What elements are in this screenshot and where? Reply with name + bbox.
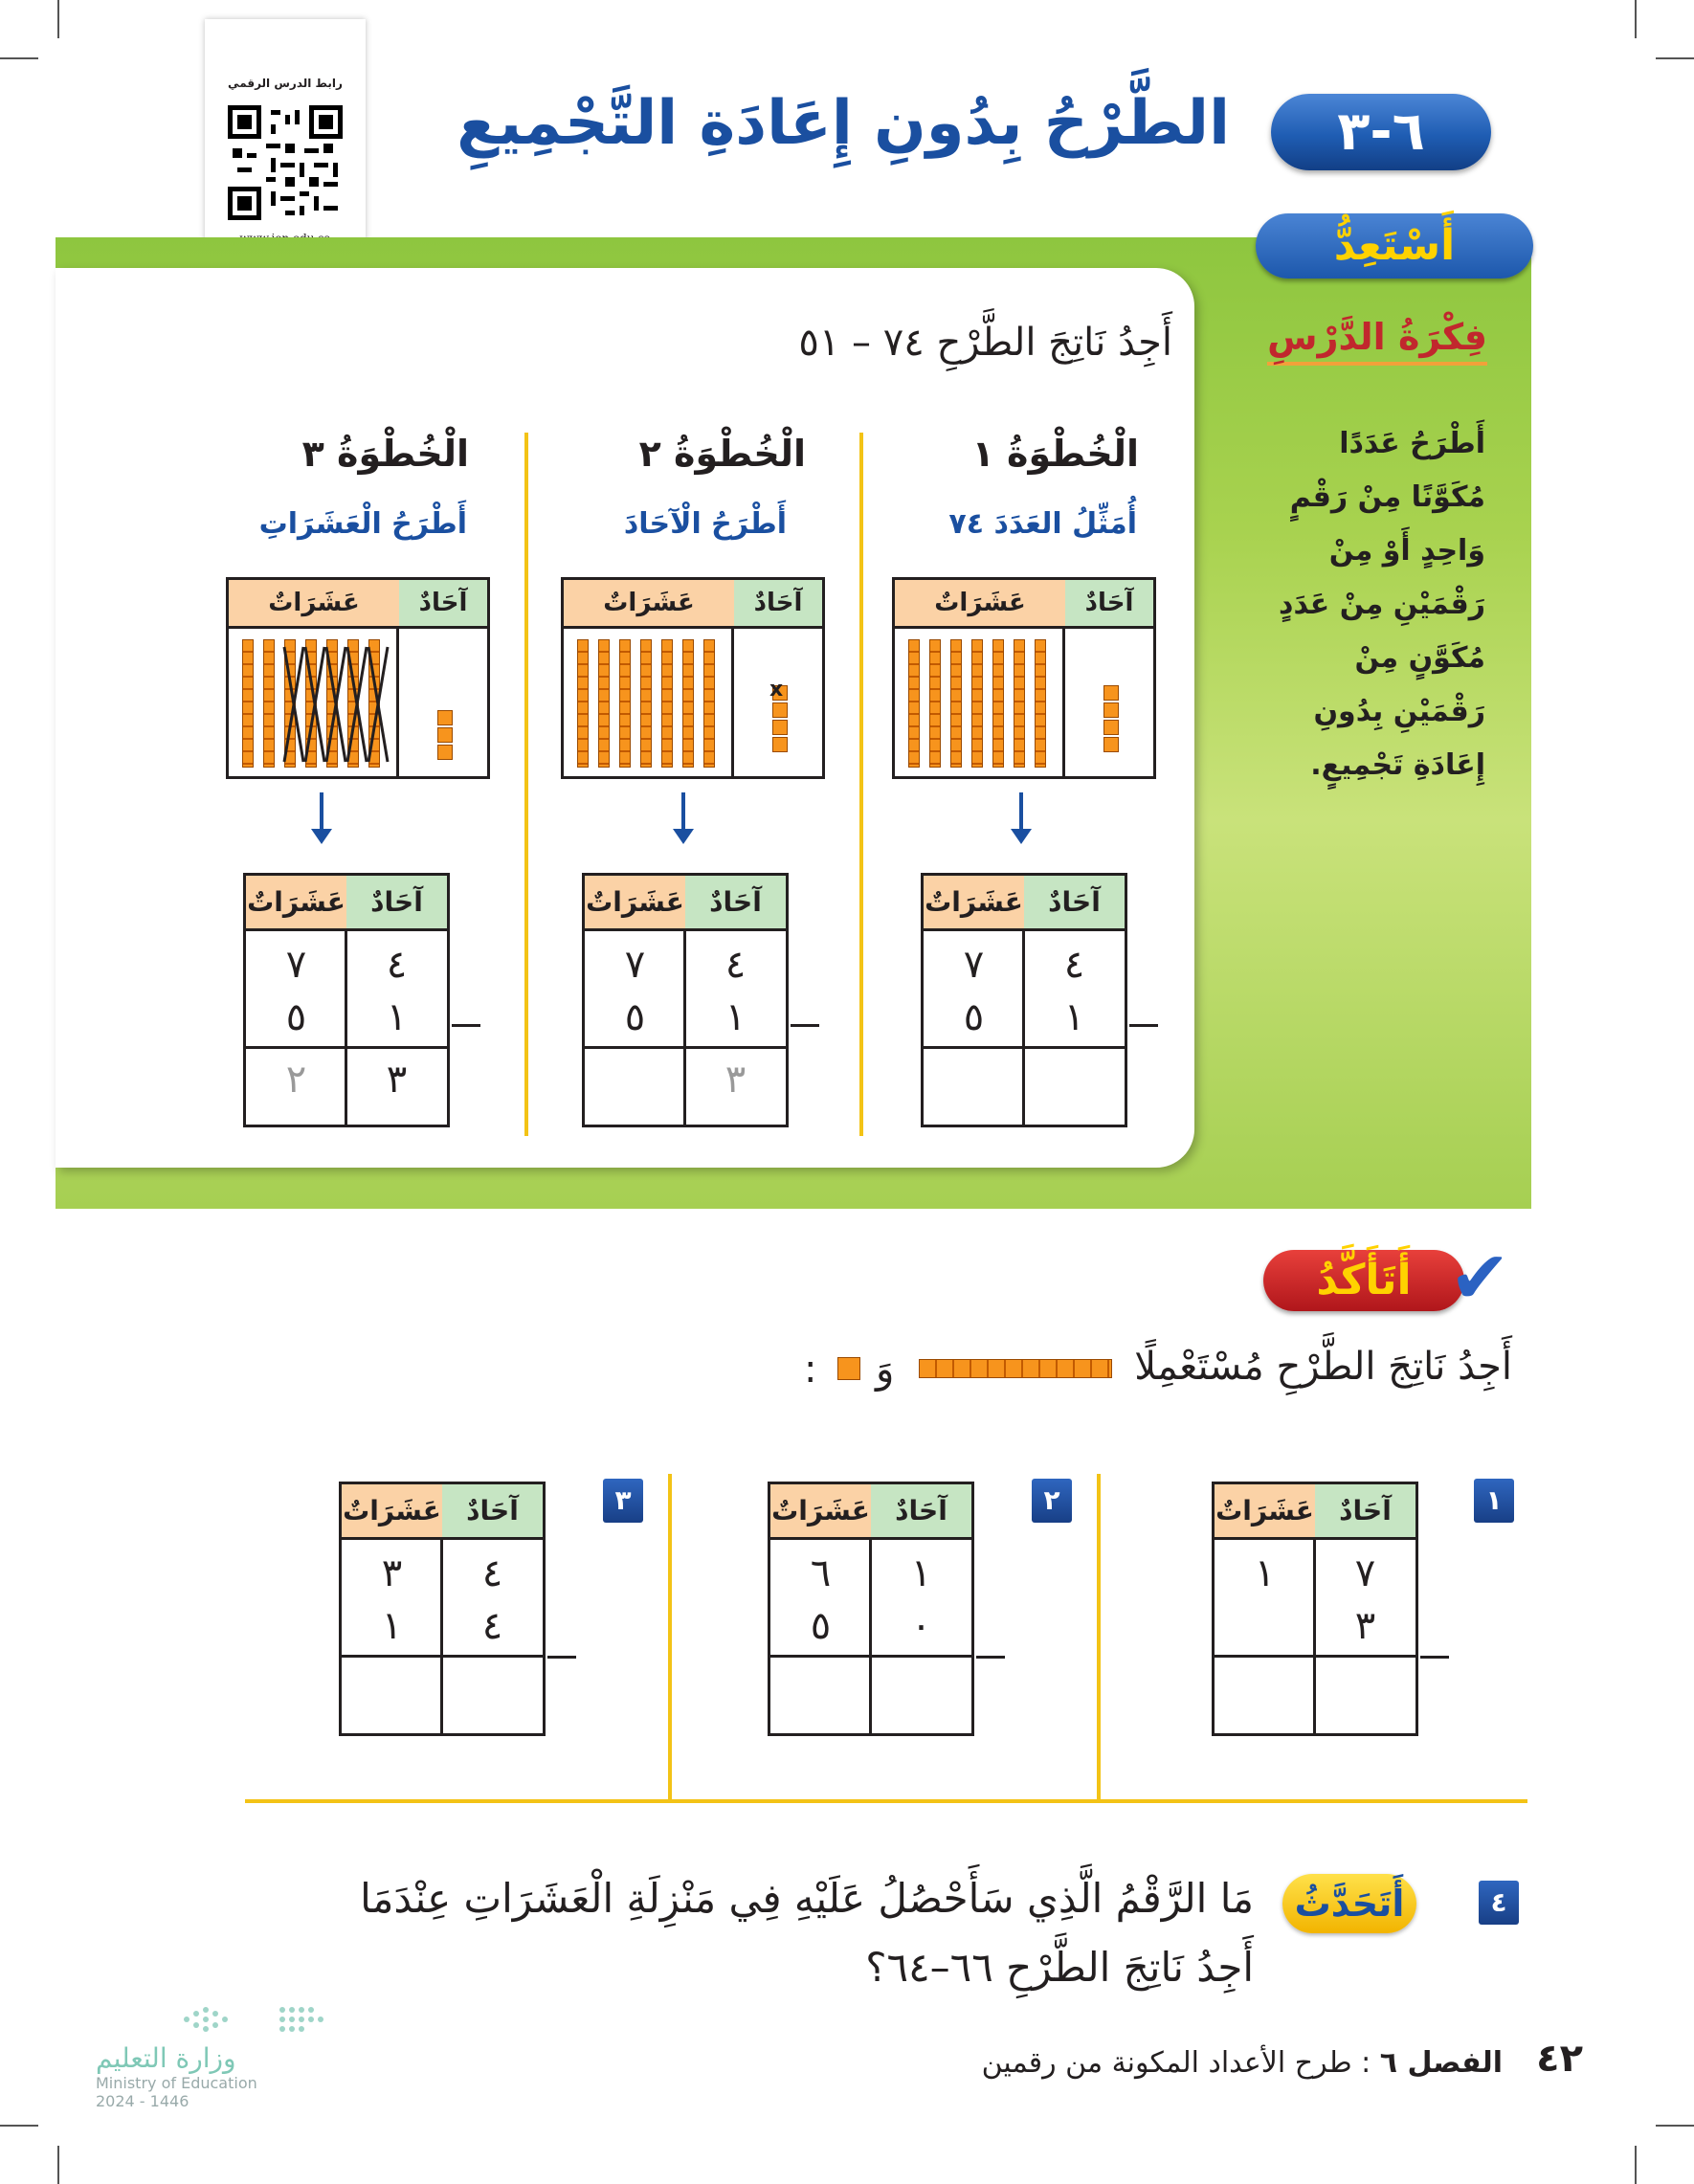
- mat-ones-header: آحَادٌ: [734, 580, 822, 629]
- table-ones-header: آحَادٌ: [1315, 1484, 1415, 1540]
- tens-rod-icon: [919, 1359, 1112, 1378]
- cell-top-ones: ٤: [386, 943, 408, 987]
- check-badge: أَتَأَكَّدُ: [1263, 1250, 1464, 1311]
- check-prompt-and: وَ: [876, 1348, 895, 1392]
- step-divider: [859, 433, 863, 1136]
- tens-rod: [577, 639, 589, 768]
- tens-rod: [263, 639, 275, 768]
- minus-sign: [976, 1656, 1005, 1659]
- cell-top-ones: ٤: [481, 1551, 503, 1595]
- cell-sub-ones: ٠: [910, 1604, 932, 1648]
- minus-sign: [791, 1024, 819, 1027]
- cell-sub-ones: ٤: [481, 1604, 503, 1648]
- minus-sign: [547, 1656, 576, 1659]
- ones-cube: [1103, 720, 1119, 735]
- tens-rod: [703, 639, 715, 768]
- minus-sign: [1129, 1024, 1158, 1027]
- lesson-idea-text: أَطْرَحُ عَدَدًا مُكَوَّنًا مِنْ رَقْمٍ وَاحِدٍ أَوْ مِنْ رَقْمَيْنِ مِنْ عَدَدٍ مُكَوَّنٍ مِنْ رَقْمَيْنِ بِدُونِ إِعَادَةِ تَجْمِيعٍ.: [1279, 427, 1485, 782]
- chapter-title: : طرح الأعداد المكونة من رقمين: [981, 2046, 1371, 2080]
- table-row-line: [342, 1655, 543, 1658]
- ministry-logo: [96, 2000, 335, 2115]
- ones-cube: [1103, 685, 1119, 701]
- tens-rod: [661, 639, 673, 768]
- cell-top-tens: ٧: [285, 943, 307, 987]
- table-ones-header: آحَادٌ: [871, 1484, 971, 1540]
- tens-rod: [619, 639, 631, 768]
- tens-rod: [242, 639, 254, 768]
- cell-sub-ones: ٣: [1354, 1604, 1376, 1648]
- table-tens-header: عَشَرَاتٌ: [1212, 1484, 1315, 1540]
- ministry-name-en: Ministry of Education: [96, 2074, 257, 2092]
- exercise-divider: [1097, 1474, 1101, 1799]
- table-row-line: [585, 1046, 786, 1049]
- cell-sub-tens: ٥: [810, 1604, 832, 1648]
- step-2-title: الْخُطْوَةُ ٢: [638, 433, 806, 475]
- crop-mark: [0, 57, 38, 59]
- lesson-title: الطَّرْحُ بِدُونِ إِعَادَةِ التَّجْمِيعِ: [457, 88, 1230, 159]
- cell-top-ones: ١: [910, 1551, 932, 1595]
- qr-code-icon[interactable]: [228, 105, 343, 220]
- ministry-logo-icon: [177, 2000, 340, 2039]
- cell-sub-ones: ١: [724, 995, 747, 1039]
- question-4-number: ٤: [1479, 1881, 1519, 1925]
- tens-rod: [908, 639, 920, 768]
- ministry-name-ar: وزارة التعليم: [96, 2042, 236, 2074]
- tens-rod: [598, 639, 610, 768]
- arrow-down-icon: [1019, 792, 1023, 831]
- crop-mark: [1635, 2146, 1637, 2184]
- cross-out-mark: x: [769, 678, 784, 702]
- cell-top-tens: ١: [1254, 1551, 1276, 1595]
- table-row-line: [770, 1655, 971, 1658]
- table-tens-header: عَشَرَاتٌ: [582, 876, 685, 931]
- exercise-1-table[interactable]: [1212, 1482, 1418, 1736]
- talk-badge: أَتَحَدَّثُ: [1282, 1874, 1416, 1933]
- explore-badge: أَسْتَعِدُّ: [1256, 213, 1533, 279]
- lesson-number-badge: ٦-٣: [1271, 94, 1491, 170]
- step-divider: [524, 433, 528, 1136]
- cell-top-tens: ٧: [624, 943, 646, 987]
- cell-sub-ones: ١: [386, 995, 408, 1039]
- exercise-3-number: ٣: [603, 1479, 643, 1523]
- step-3-subtitle: أَطْرَحُ الْعَشَرَاتِ: [258, 507, 467, 541]
- step-3-title: الْخُطْوَةُ ٣: [301, 433, 469, 475]
- cell-top-ones: ٧: [1354, 1551, 1376, 1595]
- tens-rod: [929, 639, 941, 768]
- step-1-title: الْخُطْوَةُ ١: [971, 433, 1139, 475]
- check-prompt-colon: :: [804, 1348, 817, 1392]
- chapter-footer: [982, 2046, 1503, 2080]
- exercise-3-table[interactable]: [339, 1482, 546, 1736]
- ones-cube: [1103, 702, 1119, 718]
- step-3-place-value-mat: [226, 577, 490, 779]
- mat-divider: [1062, 626, 1065, 776]
- cell-sub-tens: ٥: [624, 995, 646, 1039]
- chapter-label: الفصل ٦: [1379, 2046, 1503, 2080]
- page-number: ٤٢: [1536, 2037, 1583, 2081]
- tens-rod: [682, 639, 694, 768]
- tens-rod: [1014, 639, 1025, 768]
- table-ones-header: آحَادٌ: [442, 1484, 543, 1540]
- exercise-1-number: ١: [1474, 1479, 1514, 1523]
- ones-cube: [437, 745, 453, 760]
- ones-cube-icon: [837, 1357, 860, 1380]
- check-prompt: أَجِدُ نَاتِجَ الطَّرْحِ مُسْتَعْمِلًا: [1134, 1345, 1512, 1389]
- table-ones-header: آحَادٌ: [346, 876, 447, 931]
- table-row-line: [246, 1046, 447, 1049]
- ones-cube: [437, 710, 453, 725]
- tens-rod: [971, 639, 983, 768]
- tens-rod: [950, 639, 962, 768]
- table-tens-header: عَشَرَاتٌ: [339, 1484, 442, 1540]
- cell-result-ones[interactable]: ٣: [724, 1058, 747, 1102]
- exercise-2-table[interactable]: [768, 1482, 974, 1736]
- cell-top-tens: ٦: [810, 1551, 832, 1595]
- step-3-digit-table: [243, 873, 450, 1127]
- cell-sub-ones: ١: [1063, 995, 1085, 1039]
- mat-tens-header: عَشَرَاتٌ: [226, 580, 399, 629]
- qr-card[interactable]: [205, 19, 366, 260]
- tens-rod: [992, 639, 1004, 768]
- cell-result-tens[interactable]: ٢: [285, 1058, 307, 1102]
- ones-cube: [772, 720, 788, 735]
- ones-cube: [1103, 737, 1119, 752]
- cross-out-marks: [280, 643, 395, 768]
- mat-ones-header: آحَادٌ: [1065, 580, 1153, 629]
- step-1-subtitle: أُمَثِّلُ العَدَدَ ٧٤: [948, 507, 1137, 541]
- crop-mark: [1635, 0, 1637, 38]
- mat-tens-header: عَشَرَاتٌ: [561, 580, 734, 629]
- step-2-subtitle: أَطْرَحُ الْآحَادَ: [623, 507, 787, 541]
- step-2-place-value-mat: [561, 577, 825, 779]
- talk-question: مَا الرَّقْمُ الَّذِي سَأَحْصُلُ عَلَيْهِ فِي مَنْزِلَةِ الْعَشَرَاتِ عِنْدَمَا أَجِدُ نَاتِجَ الطَّرْحِ ٦٦–٦٤؟: [360, 1875, 1254, 1991]
- qr-label: رابط الدرس الرقمي: [228, 77, 343, 90]
- cell-sub-tens: ٥: [963, 995, 985, 1039]
- ones-cube: [772, 737, 788, 752]
- exercise-2-number: ٢: [1032, 1479, 1072, 1523]
- crop-mark: [0, 2125, 38, 2127]
- cell-top-ones: ٤: [1063, 943, 1085, 987]
- table-tens-header: عَشَرَاتٌ: [243, 876, 346, 931]
- step-2-digit-table: [582, 873, 789, 1127]
- section-divider: [245, 1799, 1527, 1803]
- step-1-digit-table: [921, 873, 1127, 1127]
- table-tens-header: عَشَرَاتٌ: [921, 876, 1024, 931]
- mat-tens-header: عَشَرَاتٌ: [892, 580, 1065, 629]
- ones-cube: [437, 727, 453, 743]
- mat-divider: [731, 626, 734, 776]
- arrow-down-icon: [681, 792, 685, 831]
- tens-rod: [640, 639, 652, 768]
- table-row-line: [1215, 1655, 1415, 1658]
- table-row-line: [924, 1046, 1125, 1049]
- crop-mark: [1656, 57, 1694, 59]
- crop-mark: [57, 0, 59, 38]
- cell-top-tens: ٧: [963, 943, 985, 987]
- minus-sign: [1420, 1656, 1449, 1659]
- checkmark-icon: ✔: [1449, 1235, 1510, 1320]
- crop-mark: [57, 2146, 59, 2184]
- tens-rod: [1035, 639, 1046, 768]
- mat-ones-header: آحَادٌ: [399, 580, 487, 629]
- cell-result-ones[interactable]: ٣: [386, 1058, 408, 1102]
- cell-sub-tens: ١: [381, 1604, 403, 1648]
- crop-mark: [1656, 2125, 1694, 2127]
- explore-prompt: أَجِدُ نَاتِجَ الطَّرْحِ ٧٤ – ٥١: [798, 321, 1172, 365]
- table-tens-header: عَشَرَاتٌ: [768, 1484, 871, 1540]
- cell-top-ones: ٤: [724, 943, 747, 987]
- exercise-divider: [668, 1474, 672, 1799]
- arrow-down-icon: [320, 792, 323, 831]
- mat-divider: [396, 626, 399, 776]
- cell-top-tens: ٣: [381, 1551, 403, 1595]
- ones-cube: [772, 702, 788, 718]
- ministry-year: 2024 - 1446: [96, 2092, 189, 2110]
- table-ones-header: آحَادٌ: [685, 876, 786, 931]
- lesson-idea-title: فِكْرَةُ الدَّرْسِ: [1267, 316, 1487, 366]
- minus-sign: [452, 1024, 480, 1027]
- step-1-place-value-mat: [892, 577, 1156, 779]
- table-ones-header: آحَادٌ: [1024, 876, 1125, 931]
- cell-sub-tens: ٥: [285, 995, 307, 1039]
